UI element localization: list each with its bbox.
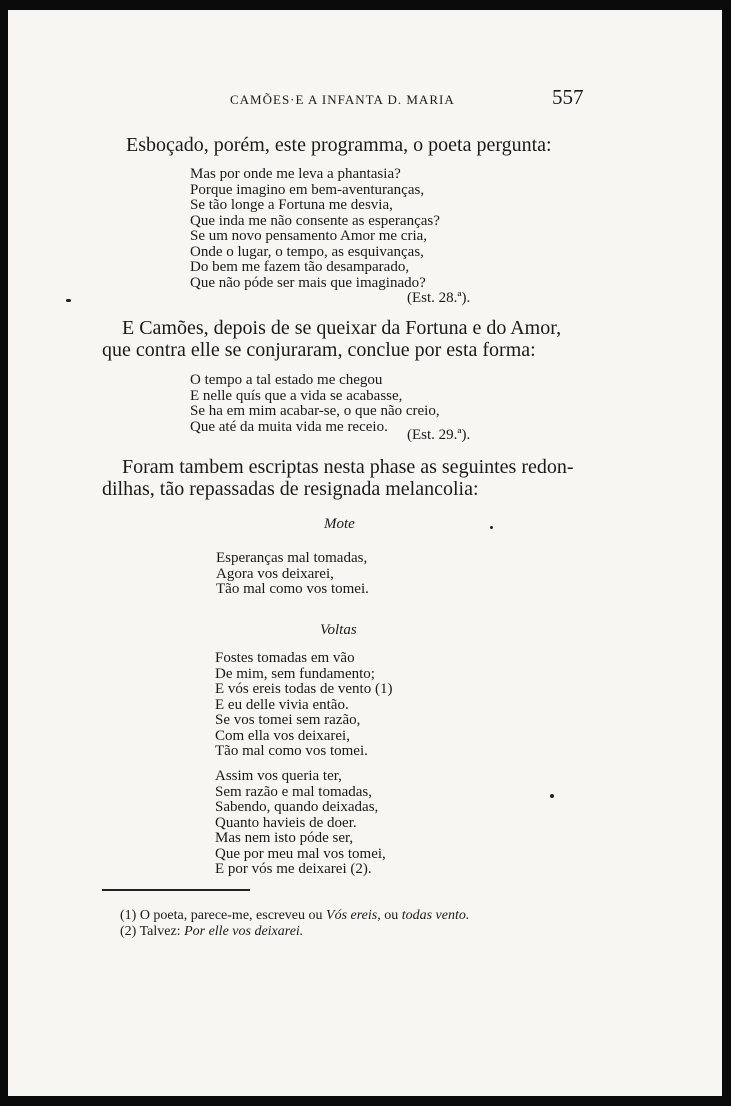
verse-line: E nelle quís que a vida se acabasse, bbox=[190, 387, 403, 404]
verse-line: Sem razão e mal tomadas, bbox=[215, 783, 373, 800]
stanza-reference: (Est. 28.ª). bbox=[407, 290, 471, 306]
footnote-2 bbox=[120, 924, 303, 939]
verse-line: Que não póde ser mais que imaginado? bbox=[190, 274, 426, 291]
footnote-1-mid: ou bbox=[380, 908, 402, 923]
stanza-1 bbox=[190, 167, 440, 291]
verse-line: Tão mal como vos tomei. bbox=[216, 581, 369, 597]
footnote-2-italic: Por elle vos deixarei. bbox=[184, 924, 304, 939]
verse-line: Do bem me fazem tão desamparado, bbox=[190, 259, 410, 275]
stanza-reference: (Est. 29.ª). bbox=[407, 427, 471, 443]
voltas-stanza-2 bbox=[215, 769, 386, 878]
verse-line: Fostes tomadas em vão bbox=[215, 650, 355, 666]
voltas-stanza-1 bbox=[215, 651, 392, 760]
voltas-heading: Voltas bbox=[320, 622, 357, 638]
verse-line: Que por meu mal vos tomei, bbox=[215, 845, 386, 862]
verse-line: Se tão longe a Fortuna me desvia, bbox=[190, 197, 393, 213]
ink-speck bbox=[66, 299, 71, 302]
ink-speck bbox=[490, 526, 493, 529]
verse-line: Se ha em mim acabar-se, o que não creio, bbox=[190, 403, 440, 419]
paragraph-1: Esboçado, porém, este programma, o poeta pergunta: bbox=[126, 134, 552, 156]
verse-line: Mas nem isto póde ser, bbox=[215, 830, 354, 846]
verse-line: De mim, sem fundamento; bbox=[215, 665, 375, 682]
paragraph-3-line-2: dilhas, tão repassadas de resignada melancolia: bbox=[102, 478, 479, 500]
footnote-1 bbox=[120, 908, 469, 923]
footnote-2-text: (2) Talvez: bbox=[120, 924, 185, 939]
verse-line: Agora vos deixarei, bbox=[216, 565, 334, 582]
verse-line: E eu delle vivia então. bbox=[215, 696, 349, 713]
verse-line: Com ella vos deixarei, bbox=[215, 727, 350, 744]
verse-line: Onde o lugar, o tempo, as esquivanças, bbox=[190, 243, 424, 260]
mote-stanza bbox=[216, 551, 369, 598]
ink-speck bbox=[550, 794, 554, 798]
footnote-1-italic-b: todas vento. bbox=[401, 908, 470, 923]
verse-line: Se um novo pensamento Amor me cria, bbox=[190, 228, 428, 244]
stanza-2 bbox=[190, 373, 440, 435]
footnote-1-text: (1) O poeta, parece-me, escreveu ou bbox=[120, 908, 327, 923]
verse-line: Assim vos queria ter, bbox=[215, 768, 342, 784]
verse-line: O tempo a tal estado me chegou bbox=[190, 372, 383, 388]
paragraph-3-line-1: Foram tambem escriptas nesta phase as seguintes redon- bbox=[122, 456, 574, 478]
paragraph-2-line-1: E Camões, depois de se queixar da Fortuna e do Amor, bbox=[122, 317, 562, 339]
page-number: 557 bbox=[552, 85, 584, 109]
verse-line: Quanto havieis de doer. bbox=[215, 814, 357, 831]
verse-line: E por vós me deixarei (2). bbox=[215, 861, 372, 877]
verse-line: Que inda me não consente as esperanças? bbox=[190, 212, 440, 229]
book-page bbox=[8, 10, 722, 1096]
verse-line: E vós ereis todas de vento (1) bbox=[215, 681, 393, 697]
verse-line: Se vos tomei sem razão, bbox=[215, 712, 361, 728]
verse-line: Sabendo, quando deixadas, bbox=[215, 799, 379, 815]
mote-heading: Mote bbox=[324, 516, 355, 532]
verse-line: Esperanças mal tomadas, bbox=[216, 550, 368, 566]
verse-line: Que até da muita vida me receio. bbox=[190, 418, 388, 435]
paragraph-2-line-2: que contra elle se conjuraram, conclue por esta forma: bbox=[102, 339, 536, 361]
verse-line: Tão mal como vos tomei. bbox=[215, 743, 368, 759]
footnote-1-italic-a: Vós ereis, bbox=[326, 908, 381, 923]
verse-line: Mas por onde me leva a phantasia? bbox=[190, 166, 401, 182]
verse-line: Porque imagino em bem-aventuranças, bbox=[190, 181, 425, 198]
running-header: CAMÕES·E A INFANTA D. MARIA bbox=[230, 92, 455, 107]
footnote-rule bbox=[102, 889, 250, 891]
